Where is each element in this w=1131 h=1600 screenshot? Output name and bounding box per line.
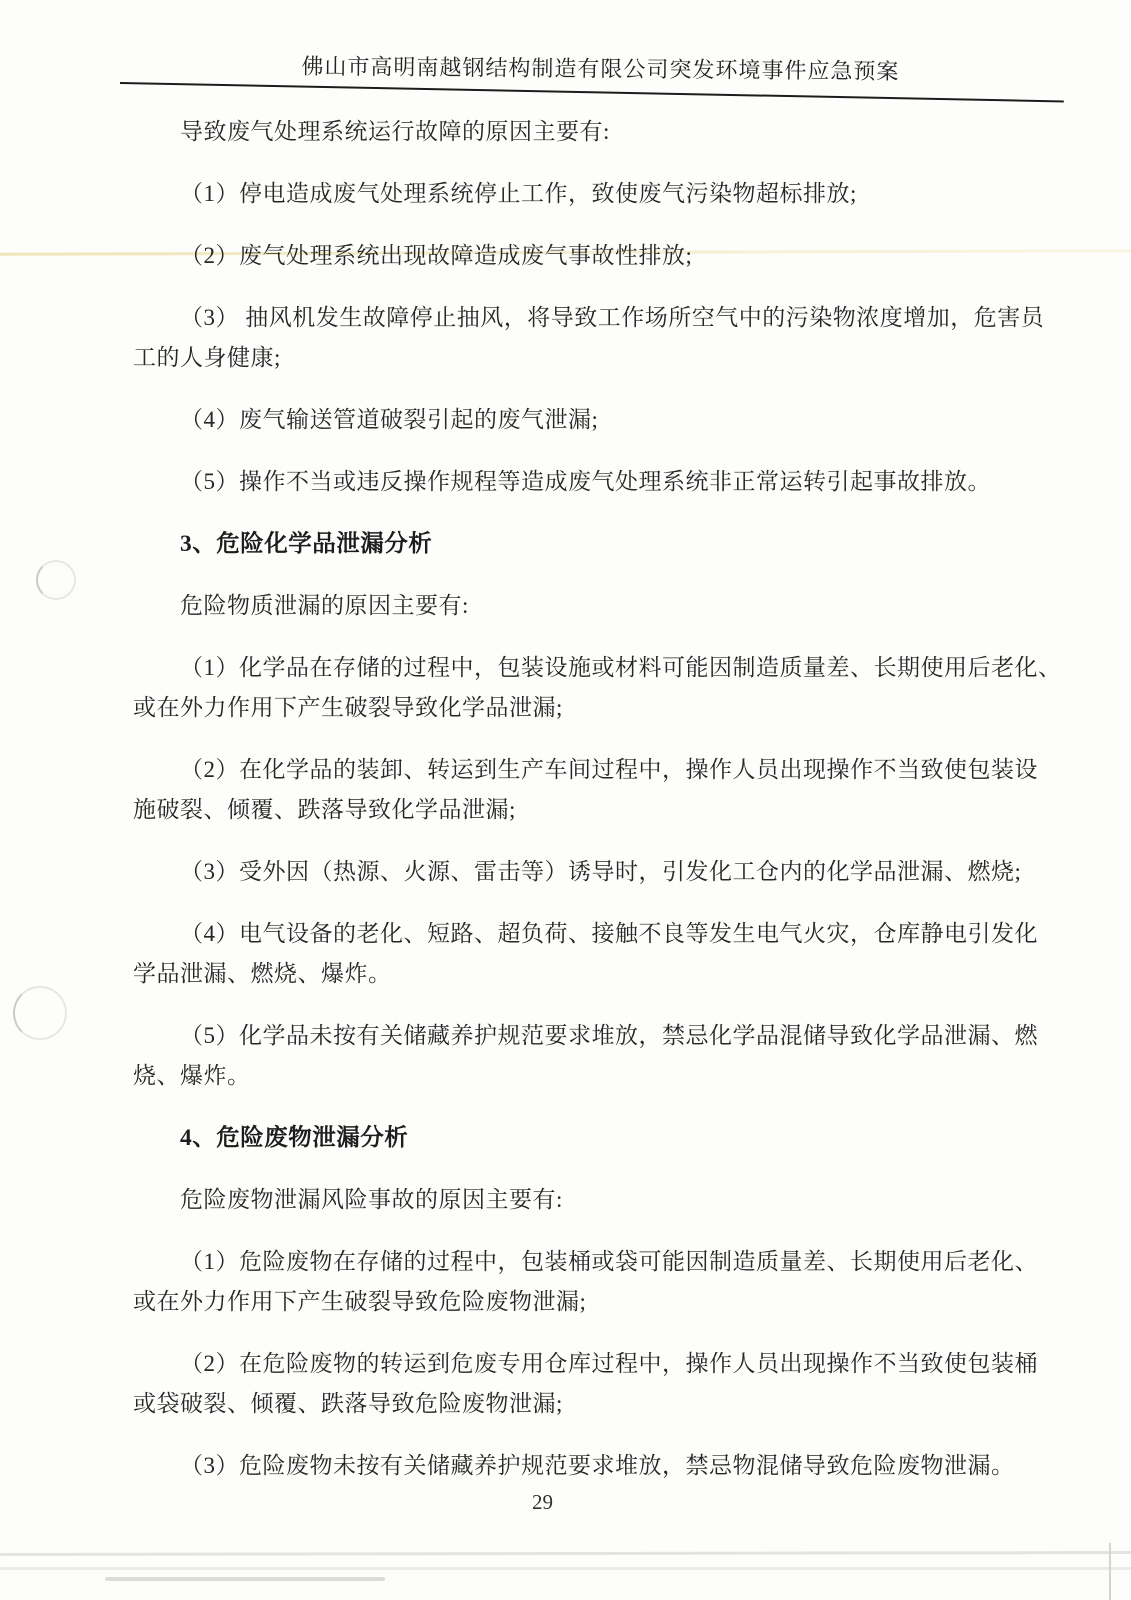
text-line: （2）在危险废物的转运到危废专用仓库过程中，操作人员出现操作不当致使包装桶 [180, 1351, 1038, 1376]
paragraph [133, 1016, 1038, 1096]
paragraph [133, 586, 1013, 626]
paragraph [133, 1344, 1038, 1424]
paragraph [133, 1242, 1038, 1322]
text-line: （1）停电造成废气处理系统停止工作，致使废气污染物超标排放; [180, 181, 857, 206]
text-line: 危险物质泄漏的原因主要有: [180, 593, 469, 618]
text-line: 导致废气处理系统运行故障的原因主要有: [180, 119, 610, 144]
binder-hole-mark [36, 560, 76, 600]
text-line: （3）危险废物未按有关储藏养护规范要求堆放，禁忌物混储导致危险废物泄漏。 [180, 1453, 1015, 1478]
text-line: 或在外力作用下产生破裂导致化学品泄漏; [133, 695, 563, 720]
text-line: （1）化学品在存储的过程中，包装设施或材料可能因制造质量差、长期使用后老化、 [180, 655, 1062, 680]
text-line: （4）电气设备的老化、短路、超负荷、接触不良等发生电气火灾，仓库静电引发化 [180, 921, 1038, 946]
text-line: （1）危险废物在存储的过程中，包装桶或袋可能因制造质量差、长期使用后老化、 [180, 1249, 1038, 1274]
scan-artifact-streak [105, 1577, 385, 1581]
paragraph [133, 112, 1013, 152]
text-line: 烧、爆炸。 [133, 1063, 251, 1088]
text-line: （5）化学品未按有关储藏养护规范要求堆放，禁忌化学品混储导致化学品泄漏、燃 [180, 1023, 1038, 1048]
text-line: 或在外力作用下产生破裂导致危险废物泄漏; [133, 1289, 587, 1314]
section-heading [133, 1118, 1013, 1158]
text-line: （2）废气处理系统出现故障造成废气事故性排放; [180, 243, 693, 268]
text-line: （4）废气输送管道破裂引起的废气泄漏; [180, 407, 599, 432]
text-line: 危险废物泄漏风险事故的原因主要有: [180, 1187, 563, 1212]
paragraph [133, 750, 1038, 830]
paragraph [133, 174, 1013, 214]
text-line: 4、危险废物泄漏分析 [180, 1125, 409, 1151]
text-line: 或袋破裂、倾覆、跌落导致危险废物泄漏; [133, 1391, 563, 1416]
text-line: （3）受外因（热源、火源、雷击等）诱导时，引发化工仓内的化学品泄漏、燃烧; [180, 859, 1022, 884]
paragraph [133, 1180, 1013, 1220]
scan-artifact-streak [0, 1551, 1131, 1556]
paragraph [133, 462, 1013, 502]
text-line: （5）操作不当或违反操作规程等造成废气处理系统非正常运转引起事故排放。 [180, 469, 991, 494]
scan-artifact-streak [0, 1567, 1131, 1570]
page-number: 29 [532, 1490, 553, 1514]
text-line: 施破裂、倾覆、跌落导致化学品泄漏; [133, 797, 516, 822]
paragraph [133, 400, 1013, 440]
header-title: 佛山市高明南越钢结构制造有限公司突发环境事件应急预案 [301, 53, 900, 84]
paragraph [133, 1446, 1013, 1486]
paragraph [133, 914, 1038, 994]
text-line: 3、危险化学品泄漏分析 [180, 531, 433, 557]
text-line: 工的人身健康; [133, 345, 281, 370]
scan-artifact-edge-line [1109, 1543, 1111, 1600]
text-line: 学品泄漏、燃烧、爆炸。 [133, 961, 392, 986]
paragraph [133, 298, 1045, 378]
binder-hole-mark [13, 986, 67, 1040]
paragraph [133, 852, 1022, 892]
section-heading [133, 524, 1013, 564]
paragraph [133, 648, 1062, 728]
document-body [133, 112, 1062, 1508]
text-line: （2）在化学品的装卸、转运到生产车间过程中，操作人员出现操作不当致使包装设 [180, 757, 1038, 782]
paragraph [133, 236, 1013, 276]
text-line: （3） 抽风机发生故障停止抽风，将导致工作场所空气中的污染物浓度增加，危害员 [180, 305, 1045, 330]
